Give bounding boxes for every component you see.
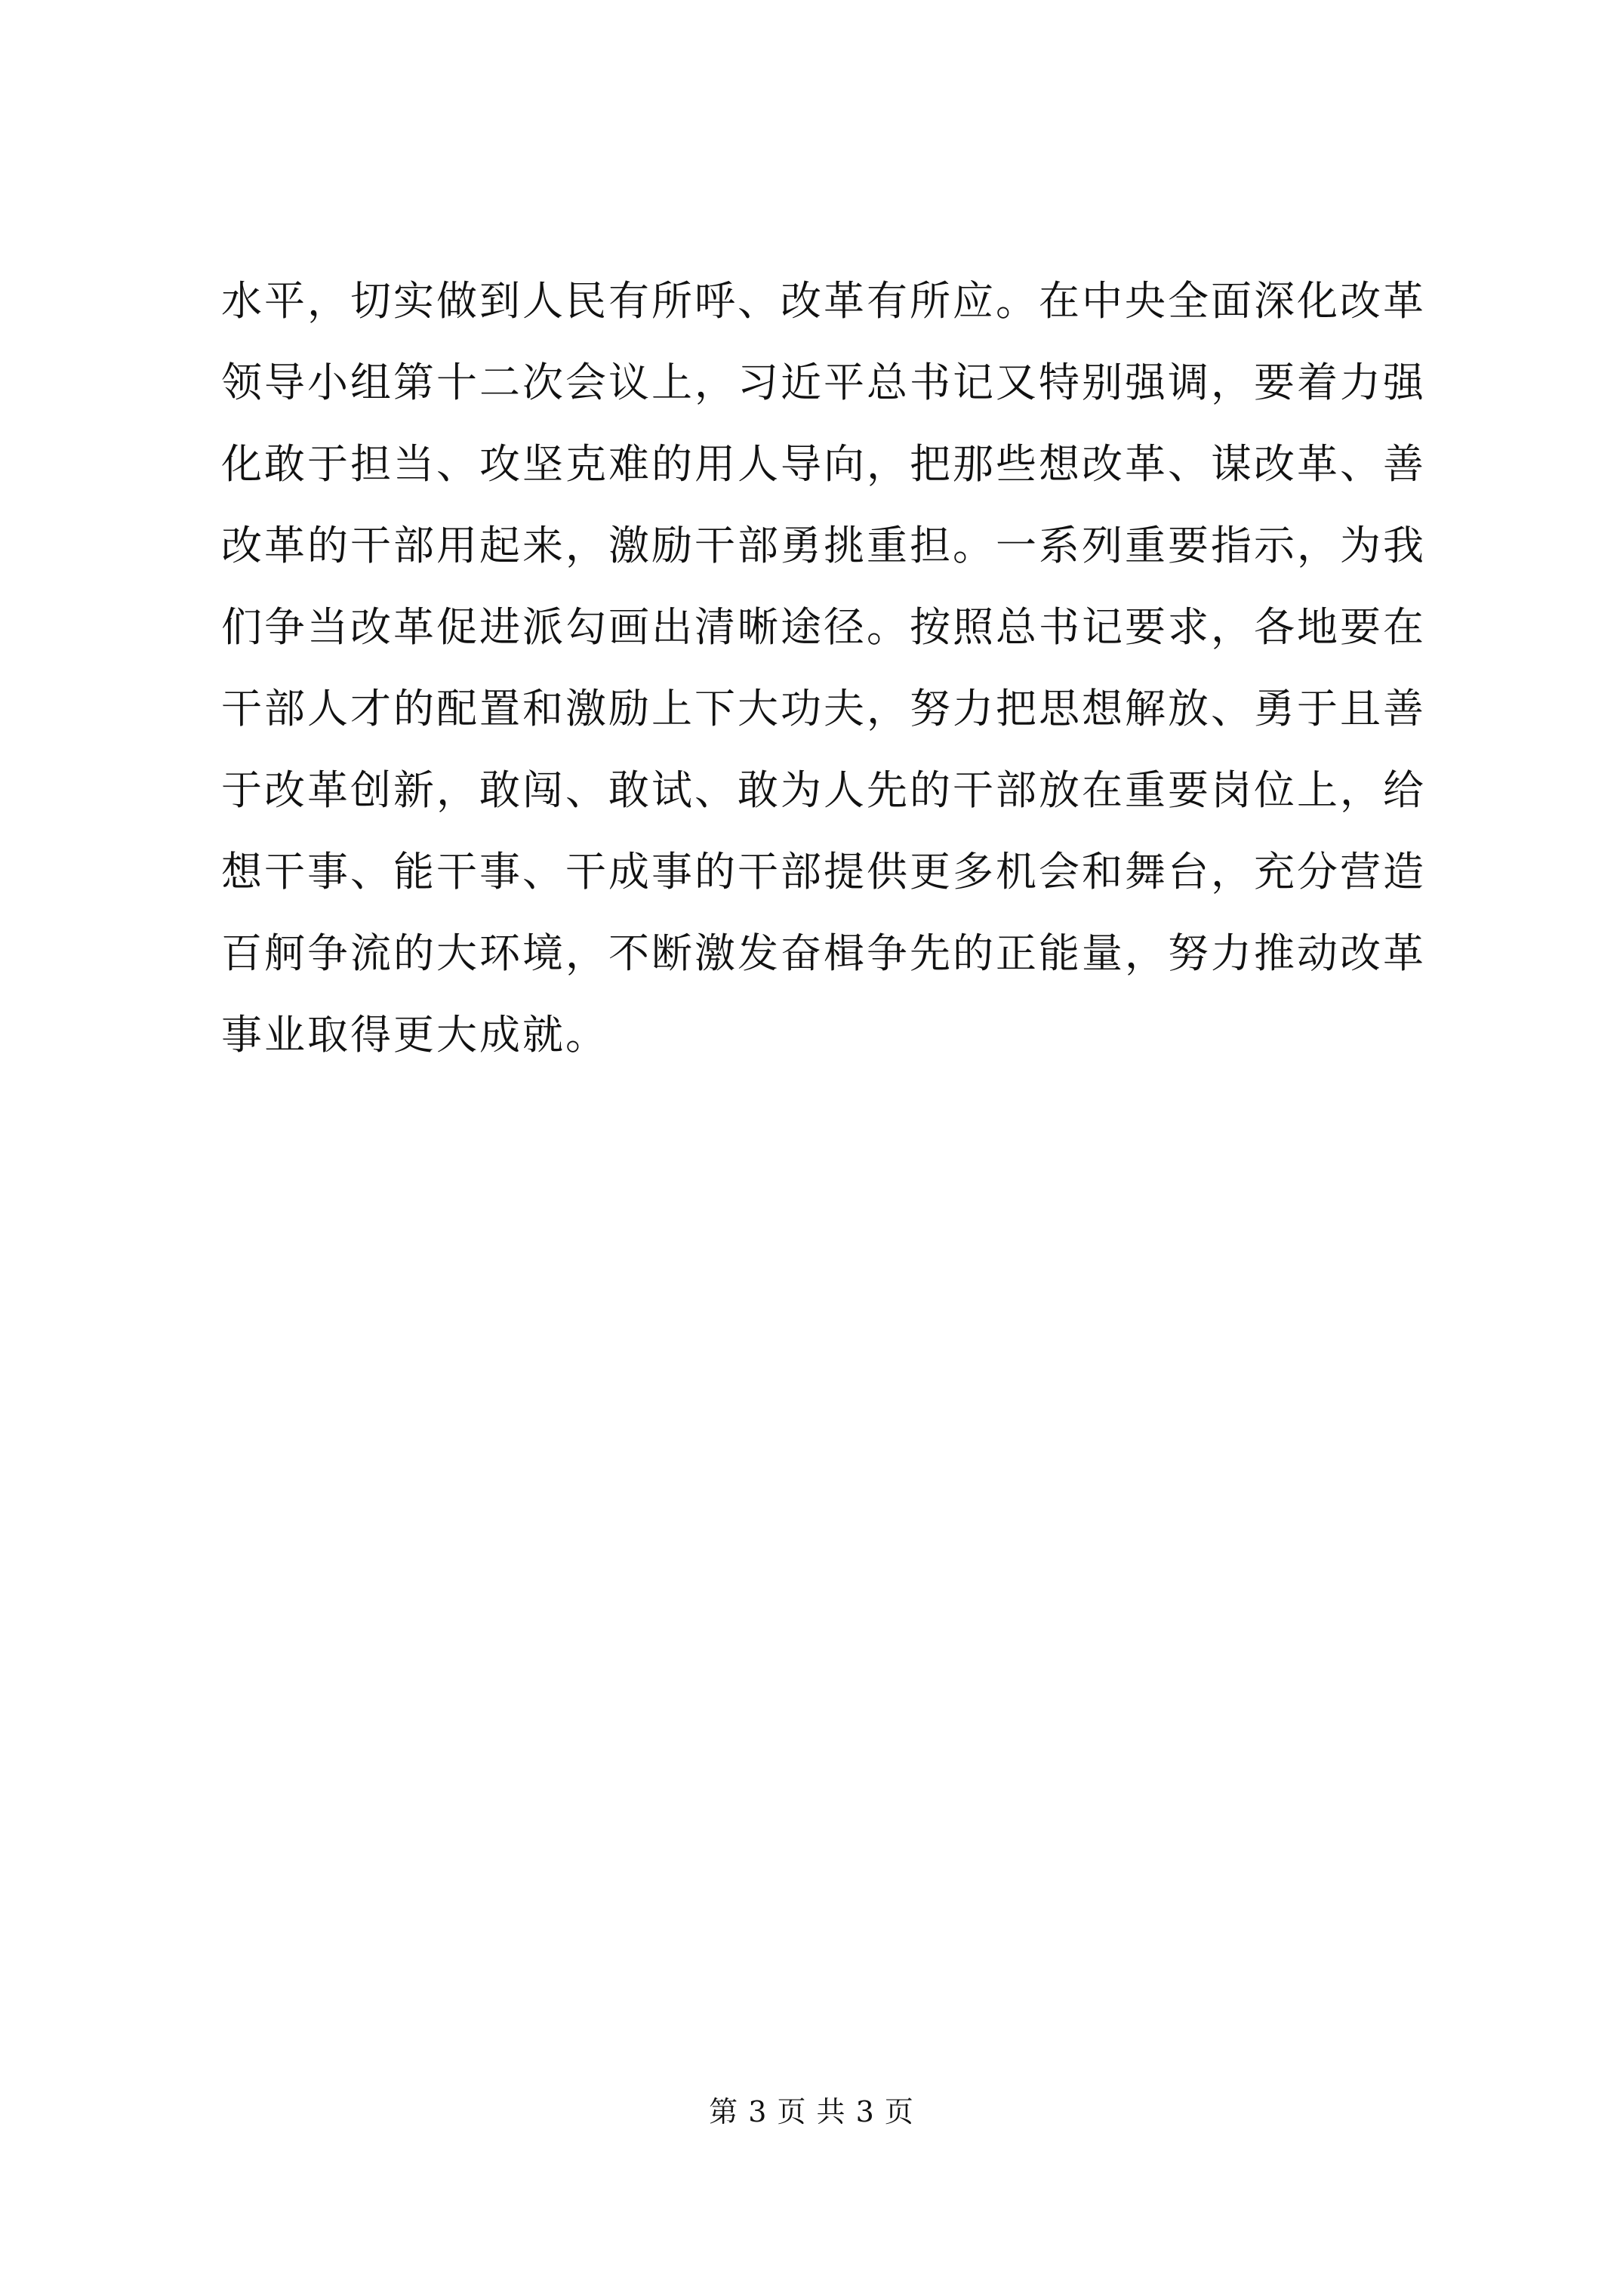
text-line: 事业取得更大成就。 (221, 1011, 608, 1059)
text-line: 干部人才的配置和激励上下大功夫，努力把思想解放、勇于且善 (221, 685, 1426, 732)
text-line: 水平，切实做到人民有所呼、改革有所应。在中央全面深化改革 (221, 277, 1426, 325)
page-number: 第 3 页 共 3 页 (709, 2095, 914, 2128)
text-line: 于改革创新，敢闯、敢试、敢为人先的干部放在重要岗位上，给 (221, 766, 1426, 814)
text-line: 改革的干部用起来，激励干部勇挑重担。一系列重要指示，为我 (221, 522, 1426, 569)
text-line: 百舸争流的大环境，不断激发奋楫争先的正能量，努力推动改革 (221, 929, 1426, 977)
text-line: 化敢于担当、攻坚克难的用人导向，把那些想改革、谋改革、善 (221, 440, 1426, 488)
text-line: 们争当改革促进派勾画出清晰途径。按照总书记要求，各地要在 (221, 603, 1426, 651)
text-line: 想干事、能干事、干成事的干部提供更多机会和舞台，充分营造 (221, 848, 1426, 895)
text-line: 领导小组第十二次会议上，习近平总书记又特别强调，要着力强 (221, 359, 1426, 406)
body-paragraph (221, 260, 1429, 1076)
page-footer (0, 2093, 1623, 2131)
